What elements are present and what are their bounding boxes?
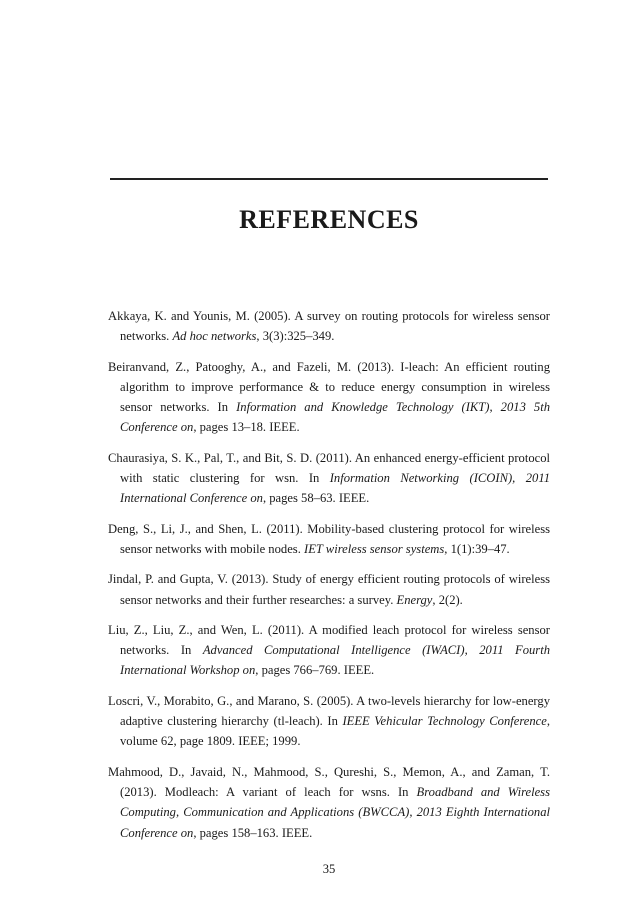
reference-venue: Information Networking (ICOIN), 2011 International Conference on: [120, 471, 550, 506]
reference-venue: Information and Knowledge Technology (IKT), 2013 5th Conference on: [120, 400, 550, 435]
reference-venue: IET wireless sensor systems: [304, 541, 445, 556]
reference-authors-title: Mahmood, D., Javaid, N., Mahmood, S., Qureshi, S., Memon, A., and Zaman, T. (2013). Modleach: A variant of leach for wsns. In: [108, 764, 550, 799]
reference-details: , pages 13–18. IEEE.: [193, 420, 300, 435]
reference-details: , pages 766–769. IEEE.: [255, 663, 375, 678]
reference-venue: Energy: [396, 592, 433, 607]
reference-item: [108, 448, 550, 509]
reference-venue: IEEE Vehicular Technology Conference: [342, 714, 547, 729]
page-number: 35: [322, 862, 336, 876]
reference-list: [108, 306, 550, 853]
reference-item: [108, 306, 550, 347]
reference-authors-title: Deng, S., Li, J., and Shen, L. (2011). Mobility-based clustering protocol for wireless sensor networks with mobile nodes.: [108, 521, 550, 556]
chapter-rule: [110, 178, 548, 180]
reference-item: [108, 569, 550, 610]
reference-details: , pages 58–63. IEEE.: [262, 491, 370, 506]
reference-venue: Broadband and Wireless Computing, Communication and Applications (BWCCA), 2013 Eighth International Conference on: [120, 784, 550, 840]
reference-details: , 1(1):39–47.: [444, 541, 510, 556]
reference-authors-title: Akkaya, K. and Younis, M. (2005). A survey on routing protocols for wireless sensor networks.: [108, 309, 550, 344]
reference-item: [108, 620, 550, 681]
reference-item: [108, 691, 550, 752]
reference-details: , 3(3):325–349.: [256, 329, 335, 344]
reference-item: [108, 519, 550, 560]
reference-details: , pages 158–163. IEEE.: [193, 825, 313, 840]
reference-venue: Ad hoc networks: [172, 329, 257, 344]
reference-authors-title: Beiranvand, Z., Patooghy, A., and Fazeli, M. (2013). I-leach: An efficient routing algorithm to improve performance & to reduce energy consumption in wireless sensor networks. In: [108, 359, 550, 415]
reference-authors-title: Loscri, V., Morabito, G., and Marano, S. (2005). A two-levels hierarchy for low-energy adaptive clustering hierarchy (tl-leach). In: [108, 693, 550, 729]
reference-authors-title: Jindal, P. and Gupta, V. (2013). Study of energy efficient routing protocols of wireless sensor networks and their further researches: a survey.: [108, 572, 550, 607]
reference-item: [108, 357, 550, 438]
reference-details: , 2(2).: [432, 592, 463, 607]
reference-authors-title: Chaurasiya, S. K., Pal, T., and Bit, S. D. (2011). An enhanced energy-efficient protocol with static clustering for wsn. In: [108, 450, 550, 486]
reference-venue: Advanced Computational Intelligence (IWACI), 2011 Fourth International Workshop on: [120, 643, 550, 678]
reference-details: , volume 62, page 1809. IEEE; 1999.: [120, 714, 550, 749]
reference-item: [108, 762, 550, 843]
chapter-title: REFERENCES: [239, 205, 419, 234]
reference-authors-title: Liu, Z., Liu, Z., and Wen, L. (2011). A modified leach protocol for wireless sensor networks. In: [108, 622, 550, 658]
